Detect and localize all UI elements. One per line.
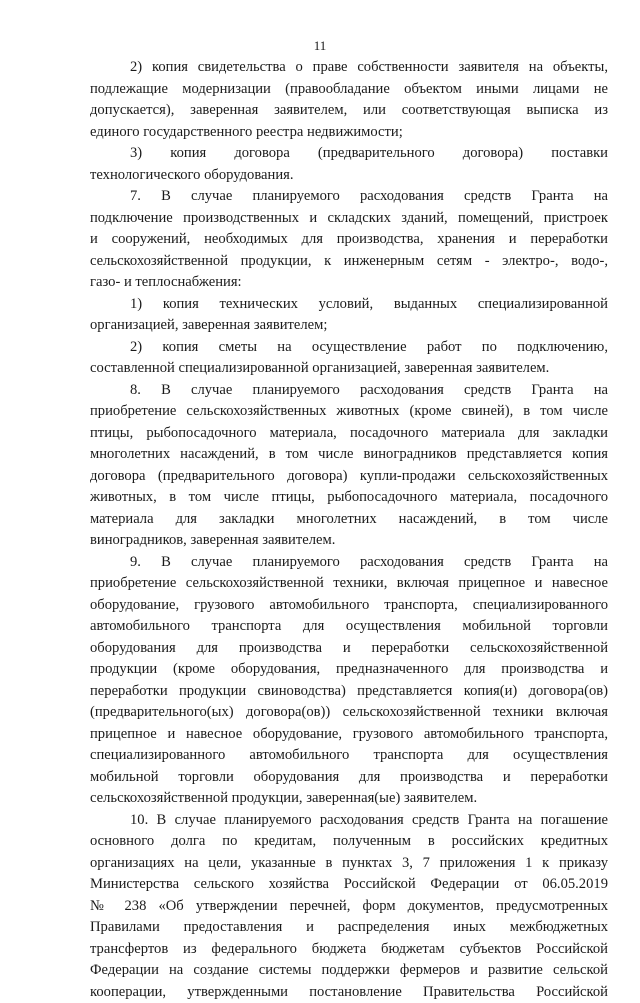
text-line: 7. В случае планируемого расходования средств Гранта на: [90, 186, 608, 208]
text-line: Министерства сельского хозяйства Российской Федерации от 06.05.2019: [90, 874, 608, 896]
text-line: приобретение сельскохозяйственных животных (кроме свиней), в том числе: [90, 401, 608, 423]
text-line: Правилами предоставления и распределения иных межбюджетных: [90, 917, 608, 939]
text-line: птицы, рыбопосадочного материала, посадочного материала для закладки: [90, 423, 608, 445]
text-line: допускается), заверенная заявителем, или соответствующая выписка из: [90, 100, 608, 122]
text-line: 2) копия сметы на осуществление работ по подключению,: [90, 337, 608, 359]
text-line: трансфертов из федерального бюджета бюджетам субъектов Российской: [90, 939, 608, 961]
text-line: специализированного автомобильного транспорта для осуществления: [90, 745, 608, 767]
text-line: основного долга по кредитам, полученным в российских кредитных: [90, 831, 608, 853]
text-line: многолетних насаждений, в том числе виноградников представляется копия: [90, 444, 608, 466]
text-line: № 238 «Об утверждении перечней, форм документов, предусмотренных: [90, 896, 608, 918]
text-line: оборудование, грузового автомобильного транспорта, специализированного: [90, 595, 608, 617]
text-line: сельскохозяйственной продукции, заверенная(ые) заявителем.: [90, 788, 608, 810]
text-line: организацией, заверенная заявителем;: [90, 315, 608, 337]
text-line: прицепное и навесное оборудование, грузового автомобильного транспорта,: [90, 724, 608, 746]
text-line: 1) копия технических условий, выданных специализированной: [90, 294, 608, 316]
text-line: кооперации, утвержденными постановление Правительства Российской: [90, 982, 608, 1003]
text-line: оборудования для производства и переработки сельскохозяйственной: [90, 638, 608, 660]
document-body: [90, 57, 608, 1003]
text-line: 10. В случае планируемого расходования средств Гранта на погашение: [90, 810, 608, 832]
text-line: подключение производственных и складских зданий, помещений, пристроек: [90, 208, 608, 230]
text-line: газо- и теплоснабжения:: [90, 272, 608, 294]
text-line: виноградников, заверенная заявителем.: [90, 530, 608, 552]
text-line: организациях на цели, указанные в пунктах 3, 7 приложения 1 к приказу: [90, 853, 608, 875]
text-line: автомобильного транспорта для осуществления мобильной торговли: [90, 616, 608, 638]
text-line: 8. В случае планируемого расходования средств Гранта на: [90, 380, 608, 402]
text-line: (предварительного(ых) договора(ов)) сельскохозяйственной техники включая: [90, 702, 608, 724]
text-line: составленной специализированной организацией, заверенная заявителем.: [90, 358, 608, 380]
text-line: материала для закладки многолетних насаждений, в том числе: [90, 509, 608, 531]
text-line: договора (предварительного договора) купли-продажи сельскохозяйственных: [90, 466, 608, 488]
text-line: единого государственного реестра недвижимости;: [90, 122, 608, 144]
text-line: подлежащие модернизации (правообладание объектом иными лицами не: [90, 79, 608, 101]
text-line: Федерации на создание системы поддержки фермеров и развитие сельской: [90, 960, 608, 982]
text-line: и сооружений, необходимых для производства, хранения и переработки: [90, 229, 608, 251]
page-number: 11: [0, 38, 640, 54]
text-line: сельскохозяйственной продукции, к инженерным сетям - электро-, водо-,: [90, 251, 608, 273]
text-line: животных, в том числе птицы, рыбопосадочного материала, посадочного: [90, 487, 608, 509]
text-line: 3) копия договора (предварительного договора) поставки: [90, 143, 608, 165]
text-line: технологического оборудования.: [90, 165, 608, 187]
text-line: переработки продукции свиноводства) представляется копия(и) договора(ов): [90, 681, 608, 703]
text-line: приобретение сельскохозяйственной техники, включая прицепное и навесное: [90, 573, 608, 595]
text-line: продукции (кроме оборудования, предназначенного для производства и: [90, 659, 608, 681]
text-line: 2) копия свидетельства о праве собственности заявителя на объекты,: [90, 57, 608, 79]
text-line: мобильной торговли оборудования для производства и переработки: [90, 767, 608, 789]
text-line: 9. В случае планируемого расходования средств Гранта на: [90, 552, 608, 574]
